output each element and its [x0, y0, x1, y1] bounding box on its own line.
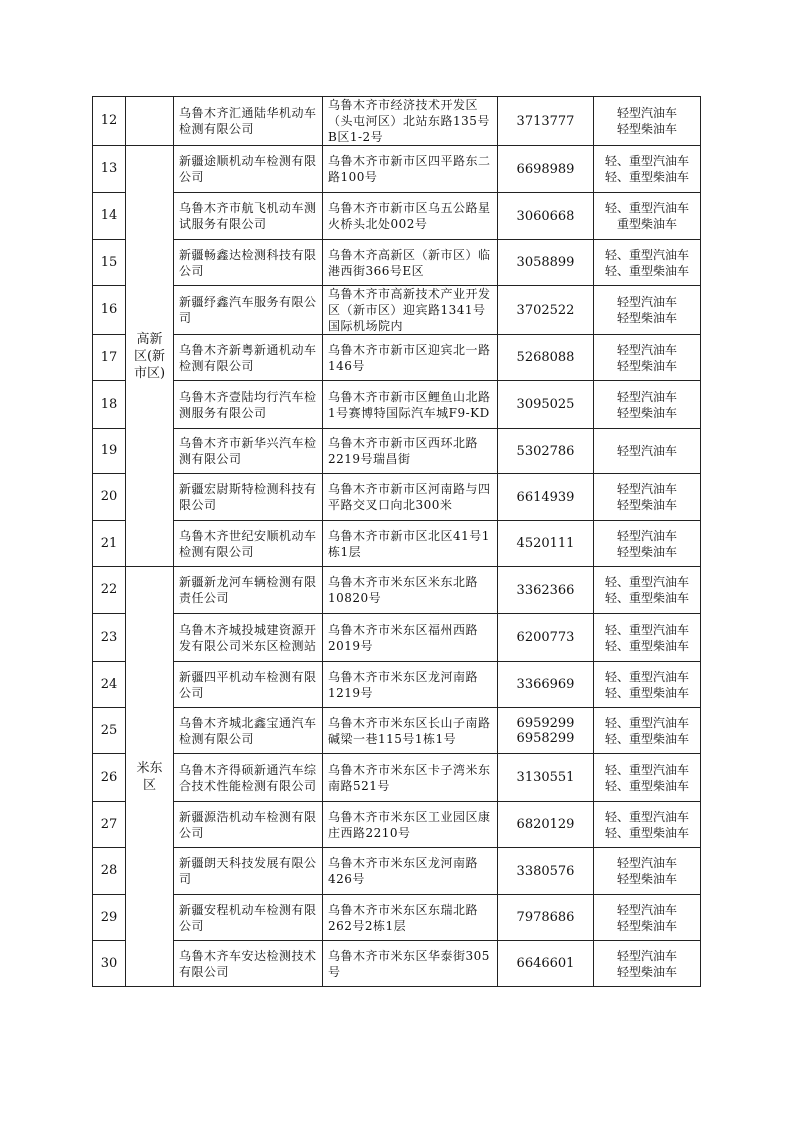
- station-phone: [498, 895, 594, 941]
- vehicle-types: [594, 146, 701, 193]
- vehicle-type: 轻、重型柴油车: [604, 825, 689, 840]
- vehicle-type: 轻、重型柴油车: [604, 778, 689, 793]
- vehicle-type: 轻、重型柴油车: [604, 170, 689, 184]
- row-number: 13: [93, 146, 126, 193]
- vehicle-types: [594, 567, 701, 614]
- vehicle-type: 重型柴油车: [616, 217, 677, 231]
- vehicle-types: [594, 848, 701, 895]
- station-address: 乌鲁木齐市米东区福州西路2019号: [323, 614, 498, 662]
- table-row: [93, 97, 701, 146]
- vehicle-types: [594, 708, 701, 754]
- vehicle-types: [594, 895, 701, 941]
- phone-number: 3713777: [516, 113, 575, 129]
- vehicle-types: [594, 97, 701, 146]
- station-address: 乌鲁木齐市新市区西环北路2219号瑞昌街: [323, 429, 498, 474]
- station-name: 新疆朗天科技发展有限公司: [174, 848, 323, 895]
- table-row: [93, 193, 701, 240]
- station-address: 乌鲁木齐市米东区龙河南路1219号: [323, 662, 498, 708]
- station-phone: [498, 193, 594, 240]
- district-cell-empty: [126, 97, 174, 146]
- station-address: 乌鲁木齐市米东区工业园区康庄西路2210号: [323, 802, 498, 848]
- station-address: 乌鲁木齐市高新技术产业开发区（新市区）迎宾路1341号国际机场院内: [323, 286, 498, 335]
- station-address: 乌鲁木齐市经济技术开发区（头屯河区）北站东路135号B区1-2号: [323, 97, 498, 146]
- table-row: [93, 240, 701, 286]
- row-number: 17: [93, 335, 126, 381]
- station-phone: [498, 662, 594, 708]
- row-number: 20: [93, 474, 126, 521]
- vehicle-types: [594, 614, 701, 662]
- table-row: [93, 848, 701, 895]
- vehicle-types: [594, 429, 701, 474]
- district-cell: 米东区: [126, 567, 174, 987]
- vehicle-type: 轻型柴油车: [616, 544, 677, 559]
- station-name: 乌鲁木齐新粤新通机动车检测有限公司: [174, 335, 323, 381]
- vehicle-type: 轻、重型汽油车: [604, 622, 689, 637]
- phone-number: 6958299: [516, 730, 575, 746]
- row-number: 15: [93, 240, 126, 286]
- row-number: 23: [93, 614, 126, 662]
- station-name: 新疆安程机动车检测有限公司: [174, 895, 323, 941]
- phone-number: 6698989: [516, 161, 575, 177]
- table-row: [93, 286, 701, 335]
- vehicle-type: 轻型汽油车: [616, 342, 677, 357]
- vehicle-types: [594, 662, 701, 708]
- station-phone: [498, 941, 594, 987]
- station-phone: [498, 614, 594, 662]
- row-number: 25: [93, 708, 126, 754]
- phone-number: 7978686: [516, 910, 575, 925]
- vehicle-type: 轻、重型柴油车: [604, 591, 689, 605]
- table-row: [93, 521, 701, 567]
- table-row: [93, 474, 701, 521]
- row-number: 18: [93, 381, 126, 429]
- vehicle-types: [594, 240, 701, 286]
- vehicle-type: 轻型汽油车: [616, 528, 677, 543]
- station-address: 乌鲁木齐市米东区龙河南路426号: [323, 848, 498, 895]
- phone-number: 6959299: [516, 715, 575, 731]
- station-address: 乌鲁木齐市米东区卡子湾米东南路521号: [323, 754, 498, 802]
- phone-number: 6200773: [516, 630, 575, 645]
- vehicle-type: 轻型汽油车: [616, 295, 677, 309]
- row-number: 16: [93, 286, 126, 335]
- station-name: 乌鲁木齐市新华兴汽车检测有限公司: [174, 429, 323, 474]
- vehicle-type: 轻、重型柴油车: [604, 685, 689, 700]
- vehicle-type: 轻型柴油车: [616, 964, 677, 979]
- table-row: [93, 567, 701, 614]
- station-phone: [498, 335, 594, 381]
- vehicle-type: 轻型汽油车: [616, 444, 677, 458]
- table-row: [93, 381, 701, 429]
- vehicle-type: 轻型汽油车: [616, 856, 677, 870]
- phone-number: 5302786: [516, 443, 575, 459]
- vehicle-type: 轻、重型汽油车: [604, 809, 689, 824]
- phone-number: 6646601: [516, 956, 575, 971]
- vehicle-type: 轻、重型柴油车: [604, 263, 689, 278]
- phone-number: 3095025: [516, 397, 575, 412]
- vehicle-type: 轻、重型汽油车: [604, 715, 689, 730]
- vehicle-types: [594, 941, 701, 987]
- station-address: 乌鲁木齐市米东区东瑞北路262号2栋1层: [323, 895, 498, 941]
- phone-number: 3366969: [516, 677, 575, 692]
- vehicle-types: [594, 802, 701, 848]
- station-phone: [498, 754, 594, 802]
- table-row: [93, 429, 701, 474]
- table-row: [93, 802, 701, 848]
- vehicle-types: [594, 754, 701, 802]
- station-address: 乌鲁木齐高新区（新市区）临港西街366号E区: [323, 240, 498, 286]
- station-name: 新疆畅鑫达检测科技有限公司: [174, 240, 323, 286]
- station-name: 乌鲁木齐得硕新通汽车综合技术性能检测有限公司: [174, 754, 323, 802]
- vehicle-type: 轻型柴油车: [616, 872, 677, 886]
- vehicle-type: 轻型柴油车: [616, 498, 677, 512]
- vehicle-types: [594, 521, 701, 567]
- vehicle-type: 轻型柴油车: [616, 311, 677, 325]
- station-name: 乌鲁木齐车安达检测技术有限公司: [174, 941, 323, 987]
- station-name: 新疆四平机动车检测有限公司: [174, 662, 323, 708]
- table-row: [93, 708, 701, 754]
- table-row: [93, 335, 701, 381]
- phone-number: 3362366: [516, 582, 575, 598]
- vehicle-type: 轻型柴油车: [616, 405, 677, 420]
- station-address: 乌鲁木齐市新市区乌五公路星火桥头北处002号: [323, 193, 498, 240]
- vehicle-types: [594, 335, 701, 381]
- vehicle-type: 轻型汽油车: [616, 106, 677, 120]
- vehicle-type: 轻型柴油车: [616, 918, 677, 933]
- table-row: [93, 895, 701, 941]
- phone-number: 3060668: [516, 208, 575, 224]
- station-address: 乌鲁木齐市新市区鲤鱼山北路1号赛博特国际汽车城F9-KD: [323, 381, 498, 429]
- station-name: 乌鲁木齐城北鑫宝通汽车检测有限公司: [174, 708, 323, 754]
- table-row: [93, 662, 701, 708]
- station-name: 新疆纾鑫汽车服务有限公司: [174, 286, 323, 335]
- table-row: [93, 941, 701, 987]
- station-address: 乌鲁木齐市新市区四平路东二路100号: [323, 146, 498, 193]
- row-number: 29: [93, 895, 126, 941]
- row-number: 30: [93, 941, 126, 987]
- station-address: 乌鲁木齐市新市区迎宾北一路146号: [323, 335, 498, 381]
- vehicle-type: 轻、重型汽油车: [604, 247, 689, 262]
- station-phone: [498, 848, 594, 895]
- table-row: [93, 754, 701, 802]
- phone-number: 3702522: [516, 302, 575, 318]
- station-phone: [498, 521, 594, 567]
- row-number: 26: [93, 754, 126, 802]
- phone-number: 3130551: [516, 770, 575, 785]
- station-phone: [498, 146, 594, 193]
- vehicle-type: 轻型汽油车: [616, 948, 677, 963]
- station-address: 乌鲁木齐市米东区米东北路10820号: [323, 567, 498, 614]
- station-address: 乌鲁木齐市米东区华泰街305号: [323, 941, 498, 987]
- row-number: 27: [93, 802, 126, 848]
- row-number: 12: [93, 97, 126, 146]
- vehicle-type: 轻、重型柴油车: [604, 731, 689, 746]
- vehicle-type: 轻型汽油车: [616, 902, 677, 917]
- vehicle-types: [594, 193, 701, 240]
- phone-number: 3058899: [516, 255, 575, 270]
- phone-number: 6820129: [516, 817, 575, 832]
- station-address: 乌鲁木齐市新市区河南路与四平路交叉口向北300米: [323, 474, 498, 521]
- table-body: [93, 97, 701, 987]
- vehicle-type: 轻、重型汽油车: [604, 201, 689, 215]
- row-number: 21: [93, 521, 126, 567]
- vehicle-types: [594, 474, 701, 521]
- station-address: 乌鲁木齐市新市区北区41号1栋1层: [323, 521, 498, 567]
- vehicle-type: 轻、重型汽油车: [604, 669, 689, 684]
- station-phone: [498, 474, 594, 521]
- vehicle-type: 轻、重型汽油车: [604, 575, 689, 589]
- phone-number: 3380576: [516, 863, 575, 879]
- vehicle-type: 轻型柴油车: [616, 122, 677, 136]
- station-name: 乌鲁木齐城投城建资源开发有限公司米东区检测站: [174, 614, 323, 662]
- row-number: 28: [93, 848, 126, 895]
- station-name: 乌鲁木齐世纪安顺机动车检测有限公司: [174, 521, 323, 567]
- station-name: 新疆源浩机动车检测有限公司: [174, 802, 323, 848]
- station-phone: [498, 240, 594, 286]
- vehicle-type: 轻型汽油车: [616, 482, 677, 496]
- row-number: 24: [93, 662, 126, 708]
- station-phone: [498, 567, 594, 614]
- phone-number: 6614939: [516, 489, 575, 505]
- station-phone: [498, 97, 594, 146]
- vehicle-type: 轻型柴油车: [616, 358, 677, 373]
- vehicle-type: 轻型汽油车: [616, 389, 677, 404]
- station-name: 乌鲁木齐市航飞机动车测试服务有限公司: [174, 193, 323, 240]
- station-name: 乌鲁木齐汇通陆华机动车检测有限公司: [174, 97, 323, 146]
- district-cell: 高新区(新市区): [126, 146, 174, 567]
- vehicle-type: 轻、重型汽油车: [604, 154, 689, 168]
- station-phone: [498, 708, 594, 754]
- vehicle-type: 轻、重型柴油车: [604, 638, 689, 653]
- station-name: 新疆新龙河车辆检测有限责任公司: [174, 567, 323, 614]
- station-phone: [498, 429, 594, 474]
- table-row: [93, 614, 701, 662]
- table-row: [93, 146, 701, 193]
- station-name: 新疆途顺机动车检测有限公司: [174, 146, 323, 193]
- phone-number: 5268088: [516, 350, 575, 365]
- station-phone: [498, 802, 594, 848]
- station-name: 新疆宏尉斯特检测科技有限公司: [174, 474, 323, 521]
- phone-number: 4520111: [516, 536, 575, 551]
- vehicle-types: [594, 381, 701, 429]
- station-address: 乌鲁木齐市米东区长山子南路碱梁一巷115号1栋1号: [323, 708, 498, 754]
- station-phone: [498, 381, 594, 429]
- vehicle-type: 轻、重型汽油车: [604, 762, 689, 777]
- station-phone: [498, 286, 594, 335]
- vehicle-types: [594, 286, 701, 335]
- row-number: 22: [93, 567, 126, 614]
- inspection-station-table: [92, 96, 701, 987]
- row-number: 14: [93, 193, 126, 240]
- station-name: 乌鲁木齐壹陆均行汽车检测服务有限公司: [174, 381, 323, 429]
- row-number: 19: [93, 429, 126, 474]
